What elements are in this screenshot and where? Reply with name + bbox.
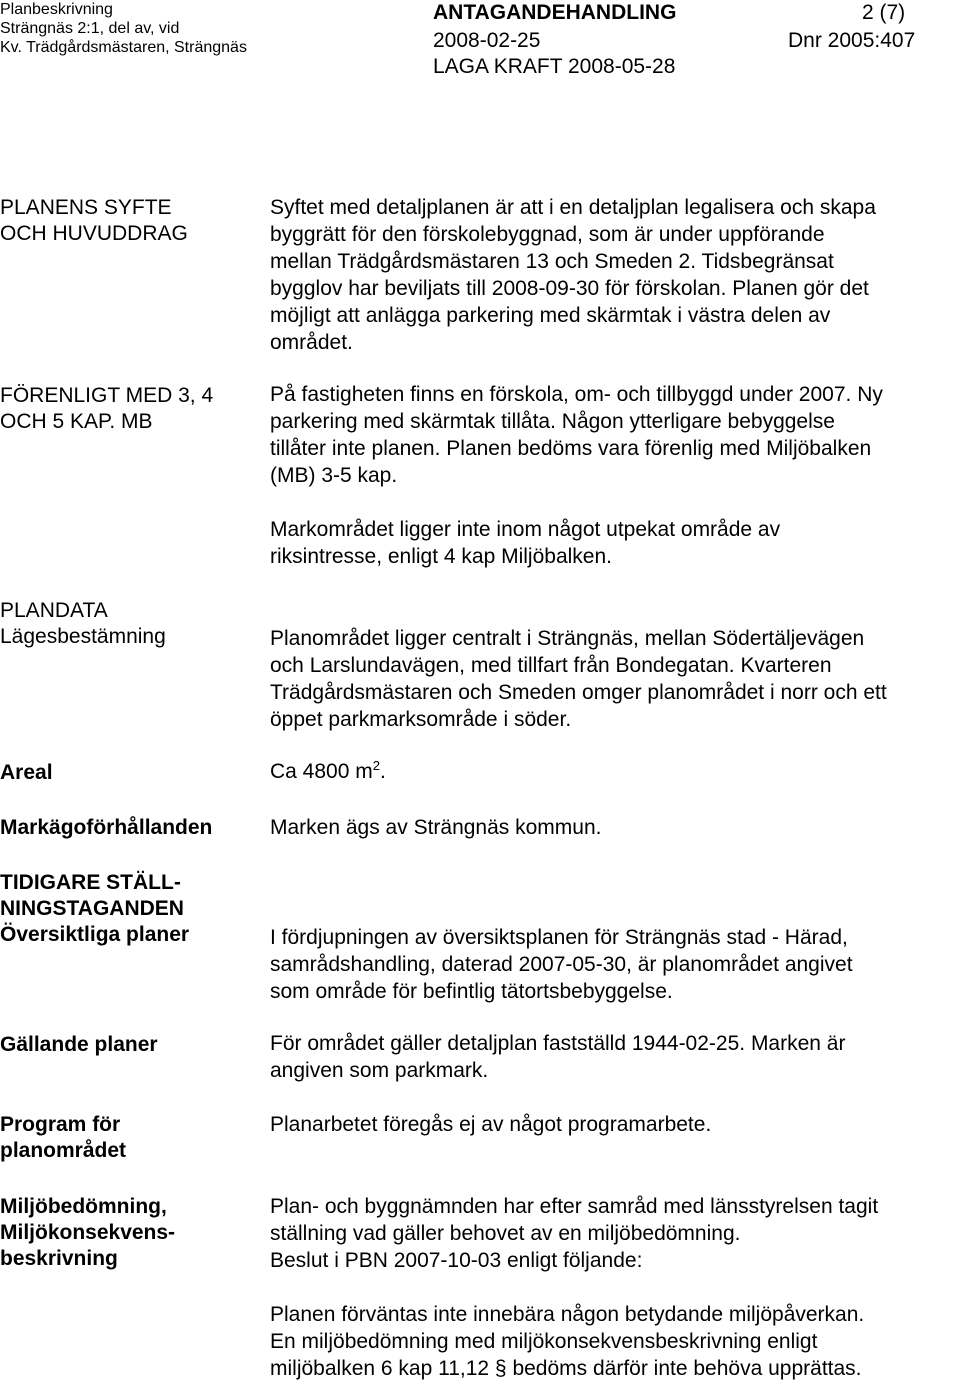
section-heading-gallande: Gällande planer [0,1033,158,1056]
section-heading-syfte: PLANENS SYFTE OCH HUVUDDRAG [0,196,188,245]
paragraph-lagesbestamning: Planområdet ligger centralt i Strängnäs, mellan Södertäljevägen och Larslundavägen, med tillfart från Bondegatan. Kvarteren Trädgårdsmästaren och Smeden omger planområdet i norr och ett öppet parkmarksområde i söder. [270,627,887,731]
paragraph-oversiktliga: I fördjupningen av översiktsplanen för Strängnäs stad - Härad, samrådshandling, daterad 2007-05-30, är planområdet angivet som område för befintlig tätortsbebyggelse. [270,926,853,1003]
subheading-oversiktliga: Översiktliga planer [0,923,190,946]
area-name: Kv. Trädgårdsmästaren, Strängnäs [0,39,247,56]
paragraph-beslut: Planen förväntas inte innebära någon betydande miljöpåverkan. En miljöbedömning med miljökonsekvensbeskrivning enligt miljöbalken 6 kap 11,12 § bedöms därför inte behöva upprättas. [270,1303,865,1380]
page-number: 2 (7) [862,1,906,24]
section-heading-tidigare: TIDIGARE STÄLL- NINGSTAGANDEN Översiktliga planer [0,871,190,946]
section-heading-forenligt: FÖRENLIGT MED 3, 4 OCH 5 KAP. MB [0,384,214,433]
paragraph-mark: Marken ägs av Strängnäs kommun. [270,816,602,839]
paragraph-riksintresse: Markområdet ligger inte inom något utpekat område av riksintresse, enligt 4 kap Miljöbalken. [270,518,781,568]
property-designation: Strängnäs 2:1, del av, vid [0,20,180,37]
paragraph-miljobedomning: Plan- och byggnämnden har efter samråd med länsstyrelsen tagit ställning vad gäller behovet av en miljöbedömning. Beslut i PBN 2007-10-03 enligt följande: [270,1195,879,1272]
section-heading-program: Program för planområdet [0,1113,127,1162]
section-heading-miljo: Miljöbedömning, Miljökonsekvens- beskrivning [0,1195,176,1270]
doc-type: Planbeskrivning [0,1,113,18]
section-heading-mark: Markägoförhållanden [0,816,213,839]
paragraph-gallande: För området gäller detaljplan fastställd 1944-02-25. Marken är angiven som parkmark. [270,1032,846,1082]
in-force-date: LAGA KRAFT 2008-05-28 [433,55,676,78]
diary-number: Dnr 2005:407 [788,29,916,52]
paragraph-forenligt: På fastigheten finns en förskola, om- och tillbyggd under 2007. Ny parkering med skärmtak tillåta. Någon ytterligare bebyggelse tillåter inte planen. Planen bedöms vara förenlig med Miljöbalken (MB) 3-5 kap. [270,383,883,487]
section-symbol: § [494,1357,507,1380]
paragraph-program: Planarbetet föregås ej av något programarbete. [270,1113,712,1136]
document-date: 2008-02-25 [433,29,541,52]
section-heading-plandata: PLANDATA Lägesbestämning [0,599,166,648]
paragraph-syfte: Syftet med detaljplanen är att i en detaljplan legalisera och skapa byggrätt för den förskolebyggnad, som är under uppförande mellan Trädgårdsmästaren 13 och Smeden 2. Tidsbegränsat bygglov har beviljats till 2008-09-30 för förskolan. Planen gör det möjligt att anlägga parkering med skärmtak i västra delen av området. [270,196,876,354]
document-title: ANTAGANDEHANDLING [433,1,677,24]
area-value: Ca 4800 $m^2$. [270,758,386,783]
section-heading-areal: Areal [0,761,53,784]
